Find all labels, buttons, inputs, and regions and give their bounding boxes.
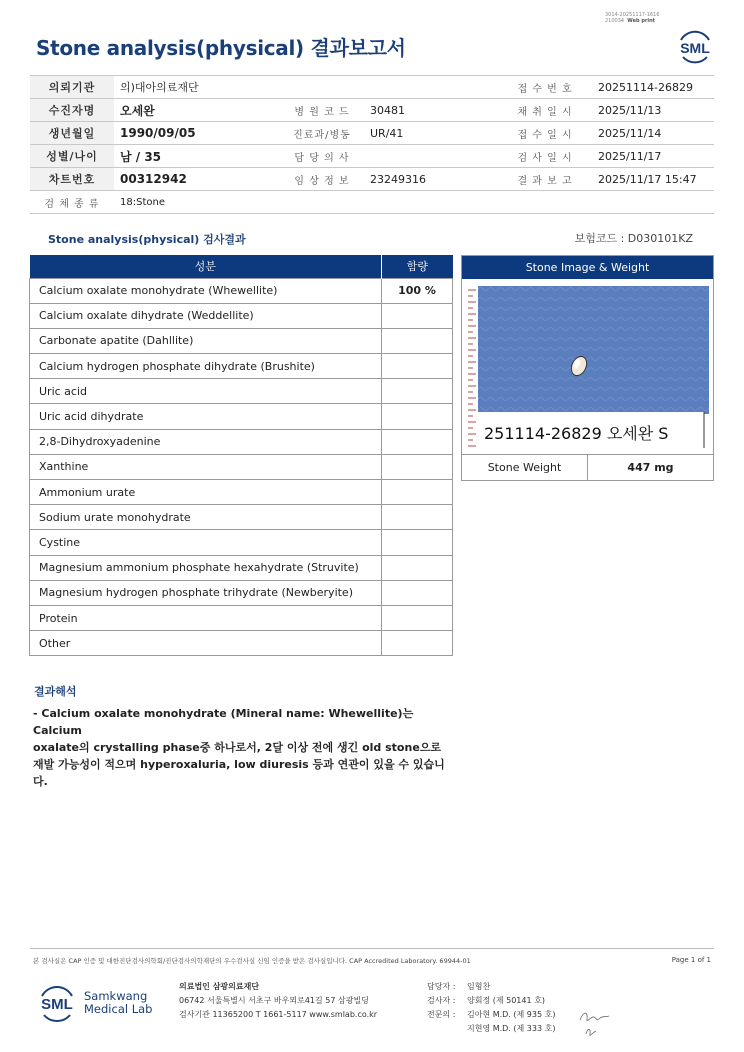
staff-name: 지현영 M.D. (제 333 호) <box>467 1024 556 1033</box>
component-content <box>382 454 453 479</box>
staff-name: 김아현 M.D. (제 935 호) <box>467 1010 556 1019</box>
info-row <box>30 191 714 214</box>
label-result-report: 결 과 보 고 <box>498 168 592 191</box>
component-content <box>382 605 453 630</box>
staff-row <box>427 1008 555 1022</box>
component-content <box>382 555 453 580</box>
svg-text:SML: SML <box>41 996 73 1013</box>
component-name: Other <box>30 631 382 656</box>
component-name: Xanthine <box>30 454 382 479</box>
value-requester: 의)대아의료재단 <box>114 76 498 99</box>
print-id-line1: 3014-20251117-1616 <box>605 12 660 18</box>
component-row <box>30 605 453 630</box>
component-name: Calcium hydrogen phosphate dihydrate (Brushite) <box>30 354 382 379</box>
interpretation-line: - Calcium oxalate monohydrate (Mineral name: Whewellite)는 Calcium <box>33 707 414 737</box>
label-physician: 담 당 의 사 <box>280 145 364 168</box>
label-sex-age: 성별/나이 <box>30 145 114 168</box>
staff-name: 양회정 (제 50141 호) <box>467 996 545 1005</box>
label-patient-name: 수진자명 <box>30 99 114 122</box>
component-row <box>30 354 453 379</box>
component-table <box>29 255 453 656</box>
value-test-date: 2025/11/17 <box>592 145 714 168</box>
component-content <box>382 328 453 353</box>
print-mode: Web print <box>627 18 656 24</box>
sml-logo-bottom <box>36 982 78 1024</box>
staff-role: 담당자 : <box>427 982 456 991</box>
staff-row <box>427 980 555 994</box>
stone-image-panel <box>461 255 714 481</box>
stone-image-header: Stone Image & Weight <box>462 256 713 279</box>
insurance-code: 보험코드 : D030101KZ <box>574 232 693 245</box>
report-title: Stone analysis(physical) 결과보고서 <box>36 36 406 60</box>
signature <box>578 1008 612 1040</box>
value-patient-name: 오세완 <box>114 99 280 122</box>
label-clinical-info: 임 상 정 보 <box>280 168 364 191</box>
svg-text:SML: SML <box>680 40 710 56</box>
page-number: Page 1 of 1 <box>671 956 711 964</box>
corporation-info <box>179 980 377 1022</box>
accreditation-note: 본 검사실은 CAP 인증 및 대한진단검사의학회/진단검사의학재단의 우수검사실 신임 인증을 받은 검사실입니다. CAP Accredited Laboratory. 69944-01 <box>33 957 471 965</box>
interpretation-text <box>33 705 453 790</box>
label-department: 진료과/병동 <box>280 122 364 145</box>
value-specimen-type: 18:Stone <box>114 191 714 214</box>
stone-label: 251114-26829 오세완 S <box>484 424 669 443</box>
component-content: 100 % <box>382 278 453 303</box>
stone-weight-row <box>462 454 713 480</box>
component-row <box>30 404 453 429</box>
info-row <box>30 145 714 168</box>
value-result-report: 2025/11/17 15:47 <box>592 168 714 191</box>
component-row <box>30 580 453 605</box>
info-row <box>30 122 714 145</box>
component-row <box>30 631 453 656</box>
section-title: Stone analysis(physical) 검사결과 <box>48 233 246 246</box>
label-birth-date: 생년월일 <box>30 122 114 145</box>
component-row <box>30 505 453 530</box>
component-row <box>30 454 453 479</box>
component-row <box>30 480 453 505</box>
staff-row <box>427 994 555 1008</box>
label-test-date: 검 사 일 시 <box>498 145 592 168</box>
sml-logo <box>675 26 715 66</box>
component-content <box>382 580 453 605</box>
component-content <box>382 303 453 328</box>
brand-name <box>84 990 152 1016</box>
value-receipt-date: 2025/11/14 <box>592 122 714 145</box>
component-content <box>382 379 453 404</box>
info-row <box>30 168 714 191</box>
component-row <box>30 429 453 454</box>
component-name: Calcium oxalate dihydrate (Weddellite) <box>30 303 382 328</box>
interpretation-line: oxalate의 crystalling phase중 하나로서, 2달 이상 전에 생긴 old stone으로 <box>33 741 442 754</box>
component-row <box>30 379 453 404</box>
label-receipt-date: 접 수 일 시 <box>498 122 592 145</box>
component-row <box>30 278 453 303</box>
staff-role: 검사자 : <box>427 996 456 1005</box>
component-name: Cystine <box>30 530 382 555</box>
value-department: UR/41 <box>364 122 498 145</box>
component-row <box>30 555 453 580</box>
interpretation-title: 결과해석 <box>34 685 77 698</box>
component-content <box>382 631 453 656</box>
brand-line1: Samkwang <box>84 989 148 1003</box>
value-hospital-code: 30481 <box>364 99 498 122</box>
print-id <box>605 12 660 24</box>
value-chart-number: 00312942 <box>114 168 280 191</box>
interpretation-line: 재발 가능성이 적으며 hyperoxaluria, low diuresis 등과 연관이 있을 수 있습니다. <box>33 758 445 788</box>
label-requester: 의뢰기관 <box>30 76 114 99</box>
label-accession: 접 수 번 호 <box>498 76 592 99</box>
component-row <box>30 303 453 328</box>
corporation-contact: 검사기관 11365200 T 1661-5117 www.smlab.co.kr <box>179 1010 378 1019</box>
corporation-address: 06742 서울특별시 서초구 바우뫼로41길 57 삼광빌딩 <box>179 996 369 1005</box>
component-content <box>382 354 453 379</box>
staff-info <box>427 980 555 1036</box>
component-name: Sodium urate monohydrate <box>30 505 382 530</box>
component-name: 2,8-Dihydroxyadenine <box>30 429 382 454</box>
value-sex-age: 남 / 35 <box>114 145 280 168</box>
component-content <box>382 429 453 454</box>
header-component: 성분 <box>30 255 382 278</box>
header-content: 함량 <box>382 255 453 278</box>
stone-weight-value: 447 mg <box>627 461 674 474</box>
value-collection-date: 2025/11/13 <box>592 99 714 122</box>
label-specimen-type: 검 체 종 류 <box>30 191 114 214</box>
component-name: Calcium oxalate monohydrate (Whewellite) <box>30 278 382 303</box>
staff-role: 전문의 : <box>427 1010 456 1019</box>
component-content <box>382 530 453 555</box>
footer-divider <box>30 948 714 949</box>
brand-line2: Medical Lab <box>84 1002 153 1016</box>
label-hospital-code: 병 원 코 드 <box>280 99 364 122</box>
info-row <box>30 76 714 99</box>
stone-weight-label: Stone Weight <box>462 455 588 480</box>
corporation-name: 의료법인 삼광의료재단 <box>179 982 260 991</box>
component-name: Magnesium ammonium phosphate hexahydrate (Struvite) <box>30 555 382 580</box>
component-name: Ammonium urate <box>30 480 382 505</box>
component-name: Uric acid <box>30 379 382 404</box>
label-collection-date: 채 취 일 시 <box>498 99 592 122</box>
component-content <box>382 404 453 429</box>
value-birth-date: 1990/09/05 <box>114 122 280 145</box>
component-name: Protein <box>30 605 382 630</box>
component-row <box>30 328 453 353</box>
component-content <box>382 505 453 530</box>
value-accession: 20251114-26829 <box>592 76 714 99</box>
value-physician <box>364 145 498 168</box>
component-name: Uric acid dihydrate <box>30 404 382 429</box>
label-chart-number: 차트번호 <box>30 168 114 191</box>
info-row <box>30 99 714 122</box>
print-id-line2: 210034 <box>605 18 625 24</box>
value-clinical-info: 23249316 <box>364 168 498 191</box>
component-row <box>30 530 453 555</box>
staff-row <box>427 1022 555 1036</box>
staff-name: 임형찬 <box>467 982 491 991</box>
stone-photo <box>468 284 709 450</box>
component-name: Magnesium hydrogen phosphate trihydrate (Newberyite) <box>30 580 382 605</box>
patient-info-table <box>30 75 714 214</box>
component-content <box>382 480 453 505</box>
component-name: Carbonate apatite (Dahllite) <box>30 328 382 353</box>
